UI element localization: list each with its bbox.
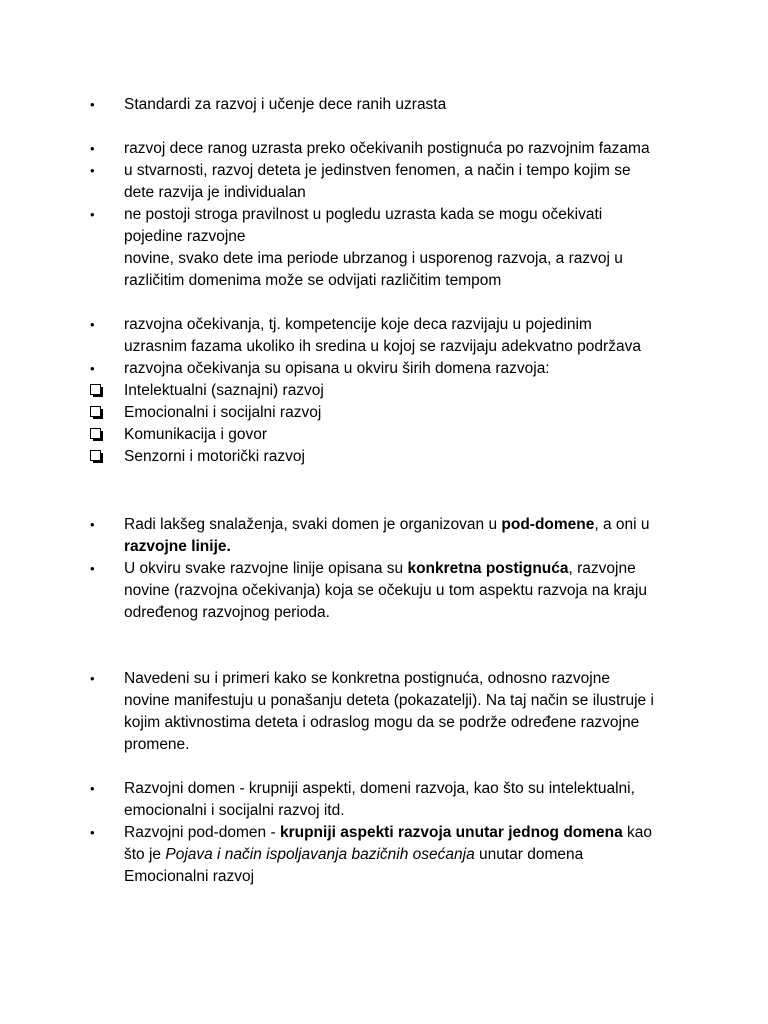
bold-term: krupniji aspekti razvoja unutar jednog domena [279,824,623,841]
checkbox-bullet-icon [90,406,101,417]
item-text: razvojna očekivanja su opisana u okviru širih domena razvoja: [124,360,550,377]
domain-text: Komunikacija i govor [124,426,268,443]
item-text: Navedeni su i primeri kako se konkretna postignuća, odnosno razvojne [124,670,610,687]
bullet-icon [90,138,106,160]
item-text: Razvojni domen - krupniji aspekti, domeni razvoja, kao što su intelektualni, [124,780,635,797]
bold-term: razvojne linije. [124,538,231,555]
bullet-icon [90,94,106,116]
bullet-icon [90,668,106,690]
domain-text: Senzorni i motorički razvoj [124,448,305,465]
item-text: uzrasnim fazama ukoliko ih sredina u kojoj se razvijaju adekvatno podržava [124,338,641,355]
bullet-icon [90,358,106,380]
item-text: različitim domenima može se odvijati različitim tempom [124,272,502,289]
item-text: pojedine razvojne [124,228,246,245]
item-text: dete razvija je individualan [124,184,306,201]
item-text: Razvojni pod-domen - [124,824,280,841]
item-text: unutar domena [474,846,584,863]
item-text: što je [124,846,166,863]
title-text: Standardi za razvoj i učenje dece ranih uzrasta [124,96,447,113]
italic-term: Pojava i način ispoljavanja bazičnih osećanja [165,846,475,863]
bold-term: konkretna postignuća [407,560,569,577]
bullet-icon [90,514,106,536]
item-text: razvoj dece ranog uzrasta preko očekivanih postignuća po razvojnim fazama [124,140,650,157]
domain-text: Intelektualni (saznajni) razvoj [124,382,324,399]
item-text: Emocionalni razvoj [124,868,255,885]
checkbox-bullet-icon [90,428,101,439]
item-text: kojim aktivnostima deteta i odraslog mogu da se podrže određene razvojne [124,714,640,731]
bullet-icon [90,204,106,226]
checkbox-bullet-icon [90,450,101,461]
bullet-icon [90,778,106,800]
item-text: novine, svako dete ima periode ubrzanog i usporenog razvoja, a razvoj u [124,250,623,267]
item-text: promene. [124,736,190,753]
item-text: kao [622,824,653,841]
bullet-icon [90,822,106,844]
item-text: novine (razvojna očekivanja) koja se očekuju u tom aspektu razvoja na kraju [124,582,647,599]
bullet-icon [90,314,106,336]
item-text: u stvarnosti, razvoj deteta je jedinstven fenomen, a način i tempo kojim se [124,162,631,179]
item-text: razvojna očekivanja, tj. kompetencije koje deca razvijaju u pojedinim [124,316,592,333]
domain-text: Emocionalni i socijalni razvoj [124,404,322,421]
checkbox-bullet-icon [90,384,101,395]
item-text: U okviru svake razvojne linije opisana su [124,560,408,577]
item-text: Radi lakšeg snalaženja, svaki domen je organizovan u [124,516,502,533]
item-text: ne postoji stroga pravilnost u pogledu uzrasta kada se mogu očekivati [124,206,603,223]
item-text: emocionalni i socijalni razvoj itd. [124,802,345,819]
bullet-icon [90,558,106,580]
item-text: , razvojne [568,560,636,577]
bullet-icon [90,160,106,182]
bold-term: pod-domene [501,516,595,533]
item-text: određenog razvojnog perioda. [124,604,330,621]
item-text: , a oni u [594,516,650,533]
item-text: novine manifestuju u ponašanju deteta (pokazatelji). Na taj način se ilustruje i [124,692,654,709]
